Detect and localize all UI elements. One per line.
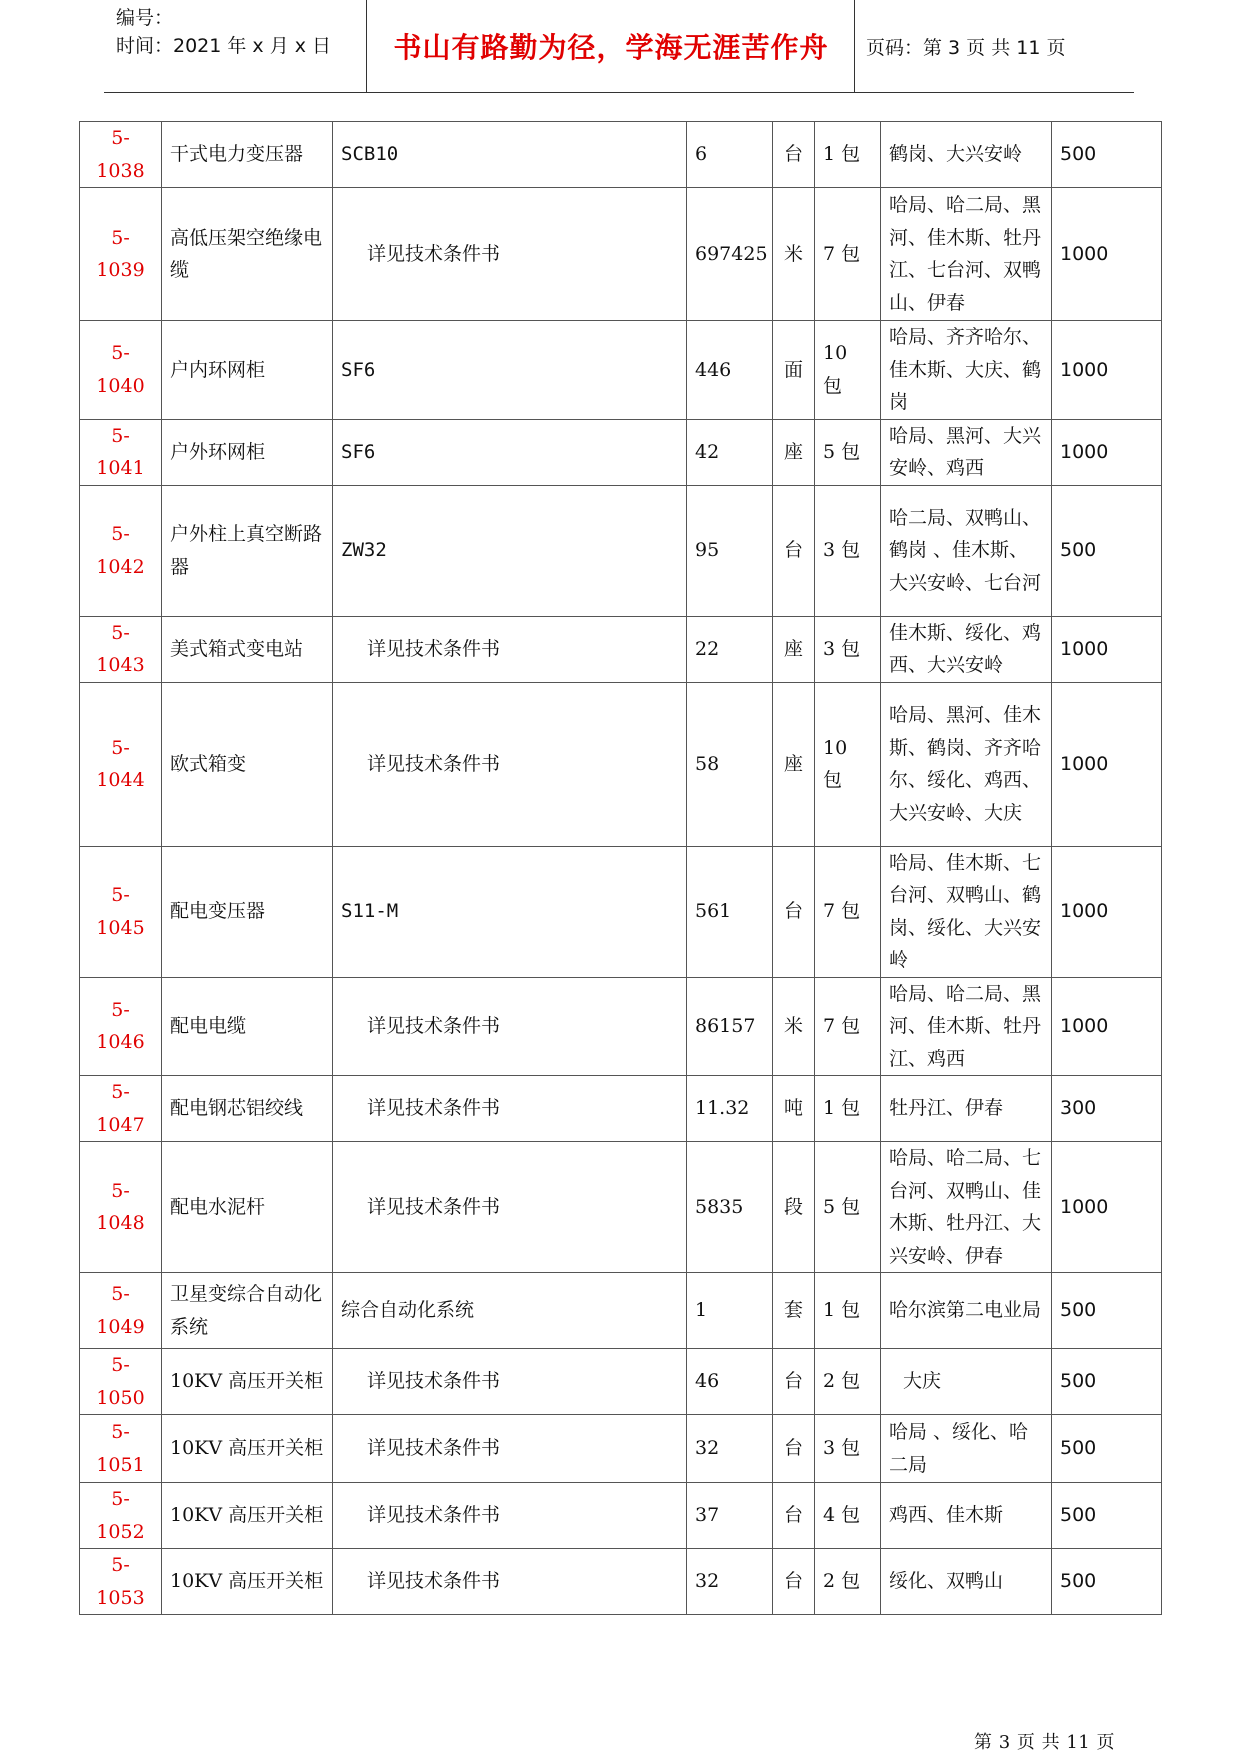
item-quantity: 561: [687, 846, 773, 977]
item-code: 5-1044: [80, 682, 162, 846]
item-code: 5-1042: [80, 485, 162, 616]
item-region: 哈局、佳木斯、七台河、双鸭山、鹤岗、绥化、大兴安岭: [881, 846, 1052, 977]
item-name: 户外环网柜: [162, 419, 333, 485]
header-motto: 书山有路勤为径，学海无涯苦作舟: [393, 31, 829, 64]
table-row: [80, 846, 1162, 977]
item-spec: S11-M: [333, 846, 687, 977]
header-page-number: 页码：第 3 页 共 11 页: [866, 36, 1066, 59]
footer-page-number: 第 3 页 共 11 页: [974, 1732, 1115, 1753]
item-package: 7 包: [815, 977, 881, 1076]
item-unit: 台: [773, 846, 815, 977]
table-row: [80, 1549, 1162, 1615]
item-unit: 台: [773, 1483, 815, 1549]
item-unit: 吨: [773, 1076, 815, 1142]
header-divider: [366, 0, 367, 92]
item-name: 欧式箱变: [162, 682, 333, 846]
item-name: 卫星变综合自动化系统: [162, 1273, 333, 1349]
table-row: [80, 188, 1162, 321]
item-package: 3 包: [815, 1415, 881, 1483]
table-row: [80, 122, 1162, 188]
table-row: [80, 1415, 1162, 1483]
table-row: [80, 1076, 1162, 1142]
item-spec: 详见技术条件书: [333, 1549, 687, 1615]
item-amount: 500: [1052, 122, 1162, 188]
item-name: 美式箱式变电站: [162, 616, 333, 682]
table-row: [80, 1483, 1162, 1549]
item-spec: 详见技术条件书: [333, 977, 687, 1076]
item-unit: 台: [773, 1349, 815, 1415]
item-code: 5-1049: [80, 1273, 162, 1349]
header-meta: [116, 4, 366, 60]
item-quantity: 5835: [687, 1142, 773, 1273]
item-code: 5-1051: [80, 1415, 162, 1483]
item-amount: 300: [1052, 1076, 1162, 1142]
table-row: [80, 1142, 1162, 1273]
item-name: 配电电缆: [162, 977, 333, 1076]
item-region: 哈尔滨第二电业局: [881, 1273, 1052, 1349]
item-amount: 1000: [1052, 188, 1162, 321]
item-package: 10 包: [815, 321, 881, 420]
item-region: 哈局、黑河、佳木斯、鹤岗、齐齐哈尔、绥化、鸡西、大兴安岭、大庆: [881, 682, 1052, 846]
table-row: [80, 1273, 1162, 1349]
item-quantity: 697425: [687, 188, 773, 321]
item-package: 5 包: [815, 1142, 881, 1273]
item-region: 牡丹江、伊春: [881, 1076, 1052, 1142]
item-name: 干式电力变压器: [162, 122, 333, 188]
item-unit: 段: [773, 1142, 815, 1273]
item-name: 高低压架空绝缘电缆: [162, 188, 333, 321]
item-amount: 1000: [1052, 1142, 1162, 1273]
item-package: 4 包: [815, 1483, 881, 1549]
item-quantity: 95: [687, 485, 773, 616]
item-spec: 详见技术条件书: [333, 1142, 687, 1273]
item-name: 户外柱上真空断路器: [162, 485, 333, 616]
item-quantity: 11.32: [687, 1076, 773, 1142]
table-row: [80, 682, 1162, 846]
item-code: 5-1053: [80, 1549, 162, 1615]
item-name: 10KV 高压开关柜: [162, 1549, 333, 1615]
item-name: 配电水泥杆: [162, 1142, 333, 1273]
item-unit: 面: [773, 321, 815, 420]
item-amount: 500: [1052, 485, 1162, 616]
header-divider: [854, 0, 855, 92]
item-unit: 台: [773, 485, 815, 616]
item-region: 哈局、哈二局、黑河、佳木斯、牡丹江、鸡西: [881, 977, 1052, 1076]
item-spec: SF6: [333, 321, 687, 420]
item-name: 10KV 高压开关柜: [162, 1483, 333, 1549]
item-spec: 详见技术条件书: [333, 682, 687, 846]
item-amount: 500: [1052, 1415, 1162, 1483]
item-code: 5-1050: [80, 1349, 162, 1415]
item-package: 7 包: [815, 188, 881, 321]
item-amount: 1000: [1052, 419, 1162, 485]
item-spec: 详见技术条件书: [333, 616, 687, 682]
item-region: 哈局、黑河、大兴安岭、鸡西: [881, 419, 1052, 485]
item-package: 1 包: [815, 1273, 881, 1349]
item-package: 2 包: [815, 1349, 881, 1415]
item-name: 户内环网柜: [162, 321, 333, 420]
table-row: [80, 1349, 1162, 1415]
item-package: 3 包: [815, 616, 881, 682]
item-code: 5-1045: [80, 846, 162, 977]
table-row: [80, 321, 1162, 420]
item-spec: SF6: [333, 419, 687, 485]
item-package: 7 包: [815, 846, 881, 977]
item-quantity: 1: [687, 1273, 773, 1349]
item-quantity: 22: [687, 616, 773, 682]
item-amount: 1000: [1052, 977, 1162, 1076]
item-spec: 详见技术条件书: [333, 1349, 687, 1415]
item-amount: 1000: [1052, 682, 1162, 846]
item-unit: 台: [773, 1549, 815, 1615]
item-region: 佳木斯、绥化、鸡西、大兴安岭: [881, 616, 1052, 682]
item-quantity: 32: [687, 1415, 773, 1483]
item-unit: 台: [773, 1415, 815, 1483]
item-amount: 1000: [1052, 616, 1162, 682]
item-name: 10KV 高压开关柜: [162, 1415, 333, 1483]
table-row: [80, 616, 1162, 682]
item-quantity: 446: [687, 321, 773, 420]
item-spec: 详见技术条件书: [333, 1483, 687, 1549]
item-spec: 综合自动化系统: [333, 1273, 687, 1349]
item-quantity: 42: [687, 419, 773, 485]
item-package: 3 包: [815, 485, 881, 616]
table-row: [80, 419, 1162, 485]
item-region: 鹤岗、大兴安岭: [881, 122, 1052, 188]
document-code-label: 编号：: [116, 7, 174, 29]
item-unit: 套: [773, 1273, 815, 1349]
item-spec: SCB10: [333, 122, 687, 188]
item-code: 5-1043: [80, 616, 162, 682]
item-code: 5-1038: [80, 122, 162, 188]
item-amount: 500: [1052, 1273, 1162, 1349]
item-amount: 1000: [1052, 321, 1162, 420]
item-region: 哈局 、绥化、哈二局: [881, 1415, 1052, 1483]
item-code: 5-1048: [80, 1142, 162, 1273]
item-amount: 500: [1052, 1549, 1162, 1615]
item-quantity: 32: [687, 1549, 773, 1615]
page-footer: [974, 1728, 1115, 1754]
equipment-table: [79, 121, 1162, 1615]
item-spec: 详见技术条件书: [333, 1076, 687, 1142]
item-spec: 详见技术条件书: [333, 1415, 687, 1483]
item-region: 哈二局、双鸭山、鹤岗 、佳木斯、大兴安岭、七台河: [881, 485, 1052, 616]
item-code: 5-1041: [80, 419, 162, 485]
item-region: 哈局、哈二局、黑河、佳木斯、牡丹江、七台河、双鸭山、伊春: [881, 188, 1052, 321]
item-package: 1 包: [815, 1076, 881, 1142]
item-name: 配电钢芯铝绞线: [162, 1076, 333, 1142]
item-code: 5-1040: [80, 321, 162, 420]
item-package: 10 包: [815, 682, 881, 846]
item-quantity: 46: [687, 1349, 773, 1415]
item-code: 5-1039: [80, 188, 162, 321]
item-unit: 米: [773, 977, 815, 1076]
item-amount: 500: [1052, 1349, 1162, 1415]
item-unit: 台: [773, 122, 815, 188]
item-name: 配电变压器: [162, 846, 333, 977]
item-unit: 米: [773, 188, 815, 321]
item-spec: 详见技术条件书: [333, 188, 687, 321]
item-quantity: 86157: [687, 977, 773, 1076]
item-amount: 1000: [1052, 846, 1162, 977]
table-row: [80, 977, 1162, 1076]
item-quantity: 37: [687, 1483, 773, 1549]
item-region: 绥化、双鸭山: [881, 1549, 1052, 1615]
item-package: 1 包: [815, 122, 881, 188]
item-region: 哈局、哈二局、七台河、双鸭山、佳木斯、牡丹江、大兴安岭、伊春: [881, 1142, 1052, 1273]
item-quantity: 58: [687, 682, 773, 846]
item-region: 大庆: [881, 1349, 1052, 1415]
item-unit: 座: [773, 616, 815, 682]
item-spec: ZW32: [333, 485, 687, 616]
item-code: 5-1047: [80, 1076, 162, 1142]
page-header: [104, 0, 1134, 93]
item-amount: 500: [1052, 1483, 1162, 1549]
item-unit: 座: [773, 419, 815, 485]
item-region: 哈局、齐齐哈尔、佳木斯、大庆、鹤岗: [881, 321, 1052, 420]
item-name: 10KV 高压开关柜: [162, 1349, 333, 1415]
item-region: 鸡西、佳木斯: [881, 1483, 1052, 1549]
item-unit: 座: [773, 682, 815, 846]
item-package: 5 包: [815, 419, 881, 485]
item-quantity: 6: [687, 122, 773, 188]
table-row: [80, 485, 1162, 616]
item-code: 5-1052: [80, 1483, 162, 1549]
document-date-label: 时间：2021 年 x 月 x 日: [116, 35, 332, 57]
item-package: 2 包: [815, 1549, 881, 1615]
item-code: 5-1046: [80, 977, 162, 1076]
